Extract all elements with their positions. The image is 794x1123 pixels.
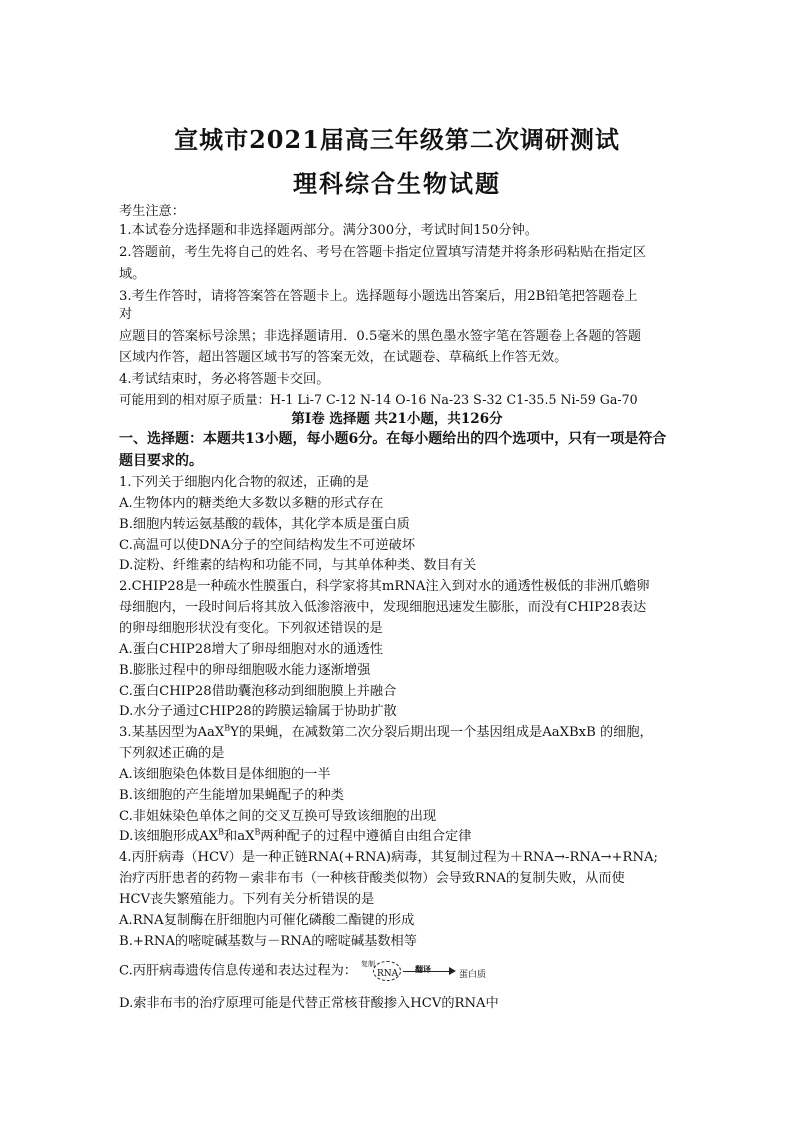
- notice-line-5: 对: [119, 307, 133, 322]
- replication-label: 复制: [361, 960, 375, 968]
- notice-heading: 考生注意：: [119, 204, 185, 219]
- notice-line-8: 4.考试结束时，务必将答题卡交回。: [119, 372, 330, 387]
- q2-option-c: C.蛋白CHIP28借助囊泡移动到细胞膜上并融合: [119, 684, 397, 699]
- q4-option-d: D.索非布韦的治疗原理可能是代替正常核苷酸掺入HCV的RNA中: [119, 996, 499, 1011]
- notice-line-3: 域。: [119, 267, 146, 282]
- q3-stem-2: 下列叙述正确的是: [119, 746, 225, 761]
- q3-option-d: D.该细胞形成$AX^B$和$aX^B$两种配子的过程中遵循自由组合定律: [119, 827, 472, 844]
- q2-stem-3: 的卵母细胞形状没有变化。下列叙述错误的是: [119, 621, 383, 636]
- q2-option-a: A.蛋白CHIP28增大了卵母细胞对水的通透性: [119, 642, 383, 657]
- translation-arrow: [403, 971, 451, 972]
- q1-option-c: C.高温可以使DNA分子的空间结构发生不可逆破坏: [119, 538, 416, 553]
- q1-option-b: B.细胞内转运氨基酸的载体，其化学本质是蛋白质: [119, 517, 410, 532]
- q1-option-d: D.淀粉、纤维素的结构和功能不同，与其单体种类、数目有关: [119, 558, 477, 573]
- q1-option-a: A.生物体内的糖类绝大多数以多糖的形式存在: [119, 496, 384, 511]
- notice-line-6: 应题目的答案标号涂黑；非选择题请用．0.5毫米的黑色墨水签字笔在答题卷上各题的答题: [119, 329, 642, 344]
- q4-stem-3: HCV丧失繁殖能力。下列有关分析错误的是: [119, 892, 375, 907]
- exam-title: 宣城市2021届高三年级第二次调研测试: [174, 125, 620, 154]
- q2-stem-1: 2.CHIP28是一种疏水性膜蛋白，科学家将其mRNA注入到对水的通透性极低的非洲爪蟾卵: [119, 579, 650, 594]
- notice-line-2: 2.答题前，考生先将自己的姓名、考号在答题卡指定位置填写清楚并将条形码粘贴在指定区: [119, 245, 646, 260]
- translation-label: 翻译: [415, 964, 431, 974]
- notice-line-4: 3.考生作答时，请将答案答在答题卡上。选择题每小题选出答案后，用2B铅笔把答题卷上: [119, 289, 638, 304]
- rna-label: RNA: [377, 969, 399, 979]
- q4-stem-2: 治疗丙肝患者的药物－索非布韦（一种核苷酸类似物）会导致RNA的复制失败，从而使: [119, 871, 625, 886]
- hcv-flow-diagram: [361, 960, 501, 982]
- q4-stem-1: 4.丙肝病毒（HCV）是一种正链RNA(+RNA)病毒，其复制过程为＋RNA→-RNA→+RNA;: [119, 850, 658, 865]
- q3-stem-1: 3.某基因型为AaX$^B$Y的果蝇，在减数第二次分裂后期出现一个基因组成是AaXBxB 的细胞，: [119, 723, 653, 740]
- notice-line-1: 1.本试卷分选择题和非选择题两部分。满分300分，考试时间150分钟。: [119, 223, 538, 238]
- atomic-masses: 可能用到的相对原子质量：H-1 Li-7 C-12 N-14 O-16 Na-23 S-32 C1-35.5 Ni-59 Ga-70: [119, 392, 638, 407]
- q4-option-a: A.RNA复制酶在肝细胞内可催化磷酸二酯键的形成: [119, 913, 415, 928]
- q2-option-d: D.水分子通过CHIP28的跨膜运输属于协助扩散: [119, 704, 397, 719]
- q4-option-b: B.+RNA的嘧啶碱基数与－RNA的嘧啶碱基数相等: [119, 934, 417, 949]
- q3-option-c: C.非姐妹染色单体之间的交叉互换可导致该细胞的出现: [119, 809, 437, 824]
- q2-option-b: B.膨胀过程中的卵母细胞吸水能力逐渐增强: [119, 663, 371, 678]
- exam-subtitle: 理科综合生物试题: [293, 169, 501, 198]
- q3-option-b: B.该细胞的产生能增加果蝇配子的种类: [119, 788, 344, 803]
- arrowhead-icon: [449, 967, 456, 975]
- q1-stem: 1.下列关于细胞内化合物的叙述，正确的是: [119, 475, 369, 490]
- notice-line-7: 区域内作答，超出答题区域书写的答案无效，在试题卷、草稿纸上作答无效。: [119, 350, 568, 365]
- protein-label: 蛋白质: [459, 970, 487, 980]
- q3-option-a: A.该细胞染色体数目是体细胞的一半: [119, 767, 331, 782]
- section-instructions-1: 一、选择题：本题共13小题，每小题6分。在每小题给出的四个选项中，只有一项是符合: [119, 431, 667, 447]
- q2-stem-2: 母细胞内，一段时间后将其放入低渗溶液中，发现细胞迅速发生膨胀，而没有CHIP28表达: [119, 600, 647, 615]
- part1-title: 第Ⅰ卷 选择题 共21小题，共126分: [291, 411, 503, 427]
- q4-option-c: C.丙肝病毒遗传信息传递和表达过程为： 复制 RNA 翻译 蛋白质: [119, 960, 679, 982]
- section-instructions-2: 题目要求的。: [119, 453, 203, 469]
